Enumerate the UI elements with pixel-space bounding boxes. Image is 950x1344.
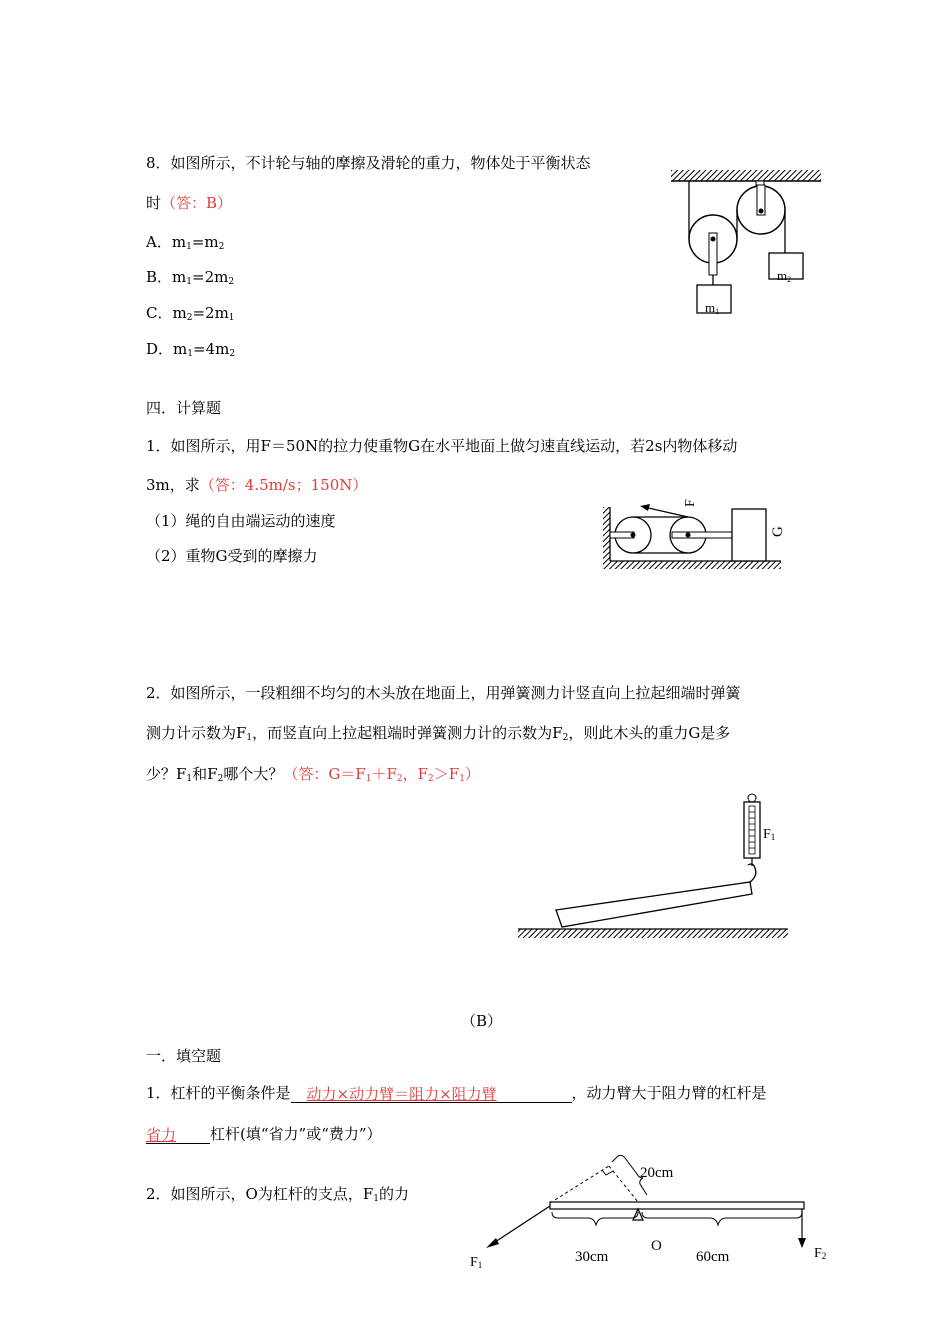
wooden-log	[556, 882, 752, 927]
q8-option-a: A．$m_1=m_2$	[146, 233, 225, 252]
fill-q1-blank2: 省力	[146, 1125, 210, 1144]
label-30cm: 30cm	[575, 1249, 609, 1265]
q8-option-d: D．$m_1=4m_2$	[146, 340, 236, 359]
ceiling-hatch	[671, 170, 821, 181]
s4-q2-line2: 测力计示数为$F_1$，而竖直向上拉起粗端时弹簧测力计的示数为$F_2$，则此木头的重力G是多	[146, 724, 731, 743]
fill-q2-line: 2．如图所示，O为杠杆的支点，$F_1$的力	[146, 1185, 409, 1204]
brace-30cm	[552, 1212, 638, 1225]
label-o: O	[651, 1238, 662, 1254]
part-b-label: （B）	[461, 1012, 503, 1030]
q8-prompt-line2: 时（答：B）	[146, 194, 233, 212]
label-f2: F2	[814, 1246, 827, 1261]
label-60cm: 60cm	[696, 1249, 730, 1265]
label-f: F	[683, 499, 698, 507]
pulley-figure-s4q1	[598, 495, 788, 575]
log-spring-scale-figure	[512, 790, 802, 945]
s4-q1-sub1: （1）绳的自由端运动的速度	[146, 512, 336, 530]
fill-q1-blank1: 动力×动力臂＝阻力×阻力臂	[291, 1084, 572, 1103]
q8-prompt: 8．如图所示，不计轮与轴的摩擦及滑轮的重力，物体处于平衡状态	[146, 154, 591, 172]
q8-answer: （答：B）	[161, 194, 233, 212]
force-arrow-f	[644, 507, 688, 517]
ground-hatch-2	[518, 929, 788, 938]
arm-dashed	[550, 1166, 609, 1203]
pulley-figure-q8	[665, 165, 835, 325]
label-m1: m1	[705, 300, 720, 316]
s4-q1-line2: 3m，求（答：4.5m/s；150N）	[146, 476, 368, 494]
brace-60cm	[642, 1212, 802, 1225]
q8-option-b: B．$m_1=2m_2$	[146, 268, 235, 287]
force-f1-arrow	[492, 1206, 550, 1244]
section4-heading: 四．计算题	[146, 399, 222, 417]
s4-q1-line1: 1．如图所示，用F＝50N的拉力使重物G在水平地面上做匀速直线运动，若2s内物体移动	[146, 437, 738, 455]
s4-q2-line1: 2．如图所示，一段粗细不均匀的木头放在地面上，用弹簧测力计竖直向上拉起细端时弹簧	[146, 684, 741, 702]
fill-q1-line1: 1．杠杆的平衡条件是 动力×动力臂＝阻力×阻力臂 ，动力臂大于阻力臂的杠杆是	[146, 1084, 767, 1103]
lever-figure	[462, 1150, 832, 1275]
s4-q2-answer: （答：$G=F_1+F_2$，$F_2>F_1$）	[283, 765, 480, 784]
label-g: G	[770, 526, 786, 537]
fill-section-heading: 一．填空题	[146, 1047, 222, 1065]
ground-hatch	[603, 561, 781, 569]
s4-q1-answer: （答：4.5m/s；150N）	[199, 476, 368, 494]
q8-option-c: C．$m_2=2m_1$	[146, 304, 235, 323]
lever-bar	[550, 1202, 804, 1209]
wall-hatch	[603, 507, 610, 569]
label-f1-scale: F1	[763, 827, 776, 842]
fill-q1-line2: 省力 杠杆(填“省力”或“费力”）	[146, 1125, 382, 1144]
s4-q1-sub2: （2）重物G受到的摩擦力	[146, 547, 318, 565]
label-20cm: 20cm	[640, 1165, 674, 1181]
label-f1: F1	[470, 1255, 483, 1270]
label-m2: m2	[777, 268, 792, 284]
block-g	[732, 509, 766, 561]
s4-q2-line3: 少？$F_1$和$F_2$哪个大？（答：$G=F_1+F_2$，$F_2>F_1$）	[146, 765, 480, 784]
